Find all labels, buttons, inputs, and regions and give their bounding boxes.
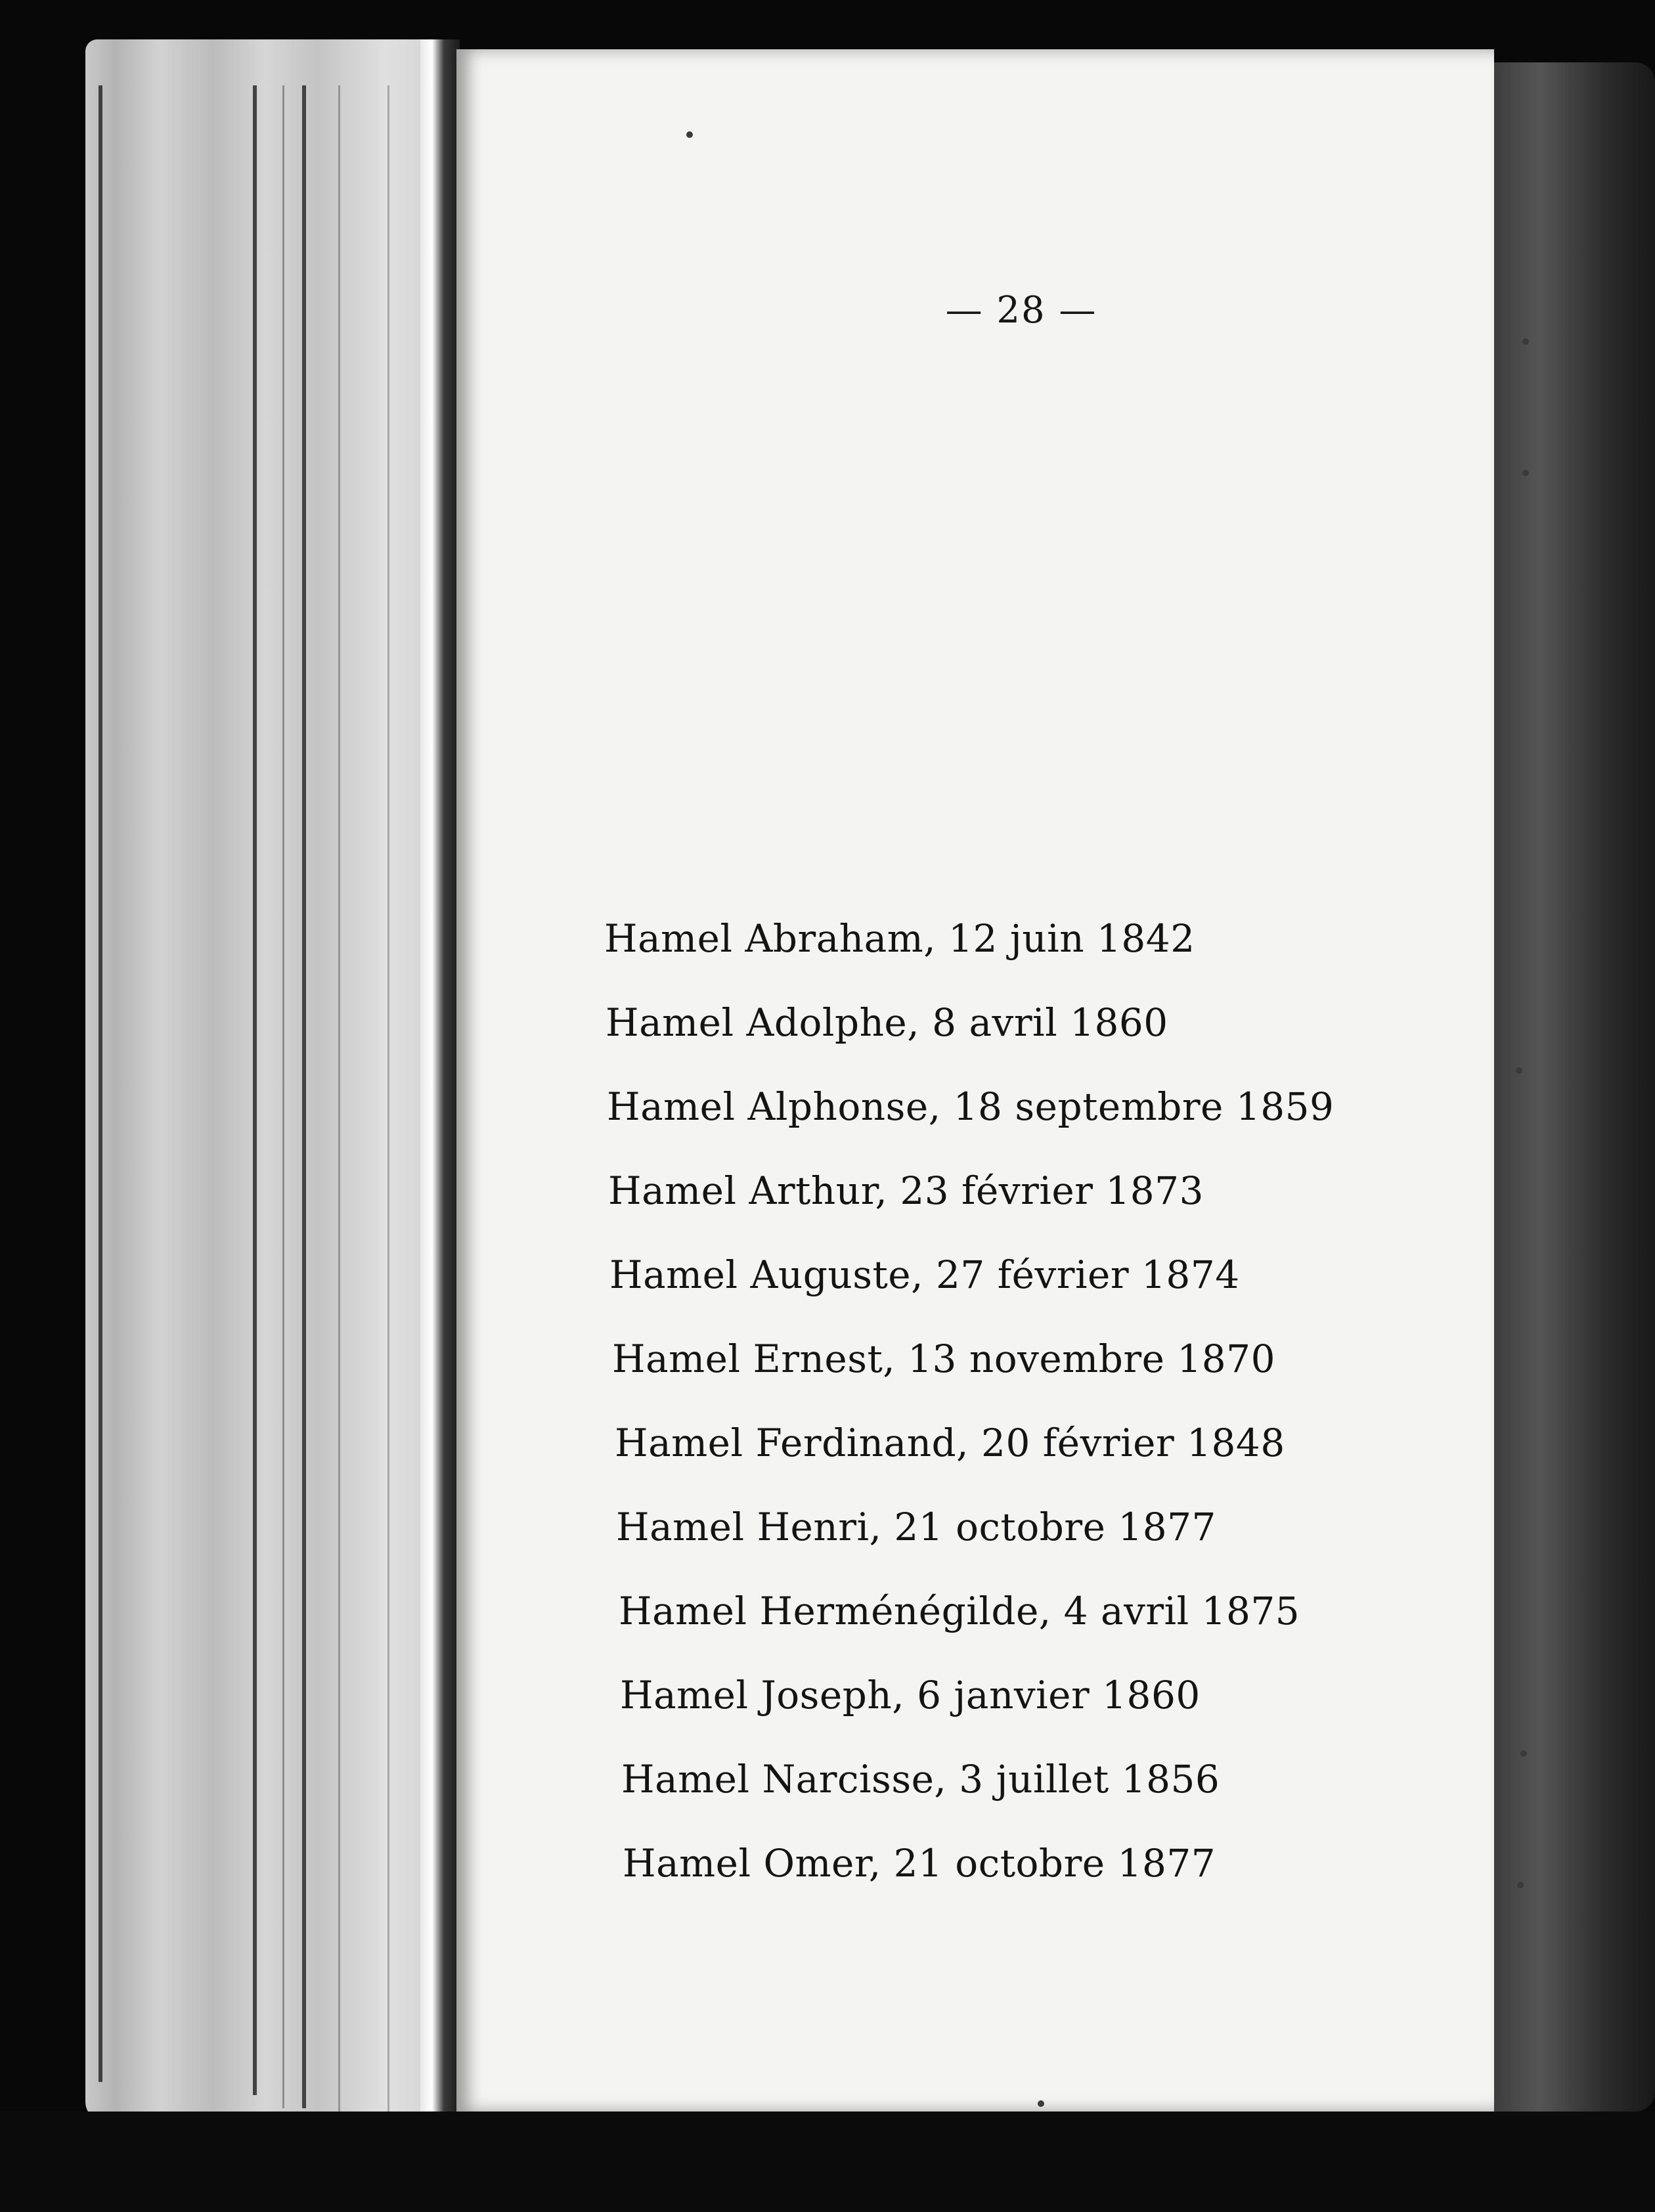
spine-shadow (420, 39, 460, 2121)
list-item: Hamel Alphonse, 18 septembre 1859 (607, 1084, 1335, 1129)
page-edge-line (387, 85, 389, 2121)
list-item: Hamel Ferdinand, 20 février 1848 (615, 1421, 1285, 1465)
page-edge-line (99, 85, 102, 2082)
page-edge-line (338, 85, 340, 2121)
page-edge-line (253, 85, 257, 2095)
list-item: Hamel Narcisse, 3 juillet 1856 (621, 1757, 1220, 1802)
list-item: Hamel Henri, 21 octobre 1877 (616, 1505, 1216, 1549)
scan-speck (1522, 470, 1529, 476)
list-item: Hamel Omer, 21 octobre 1877 (623, 1841, 1216, 1886)
scan-speck (1517, 1882, 1524, 1888)
page-number: — 28 — (945, 289, 1097, 332)
scan-speck (1038, 2100, 1044, 2107)
right-page-stack (1490, 62, 1655, 2112)
list-item: Hamel Abraham, 12 juin 1842 (604, 916, 1195, 961)
list-item: Hamel Adolphe, 8 avril 1860 (606, 1000, 1168, 1045)
left-page-edges (85, 39, 460, 2121)
list-item: Hamel Ernest, 13 novembre 1870 (612, 1337, 1275, 1381)
list-item: Hamel Auguste, 27 février 1874 (609, 1252, 1240, 1297)
page-edge-line (302, 85, 306, 2108)
scan-speck (1516, 1067, 1522, 1074)
page-edge-line (282, 85, 284, 2108)
scan-speck (1520, 1750, 1527, 1757)
name-list (604, 910, 1335, 1918)
scan-speck (1522, 338, 1529, 345)
bottom-shadow (0, 2112, 1655, 2212)
list-item: Hamel Herménégilde, 4 avril 1875 (619, 1589, 1300, 1633)
list-item: Hamel Joseph, 6 janvier 1860 (620, 1673, 1201, 1717)
scan-speck (686, 131, 693, 138)
list-item: Hamel Arthur, 23 février 1873 (608, 1168, 1204, 1213)
